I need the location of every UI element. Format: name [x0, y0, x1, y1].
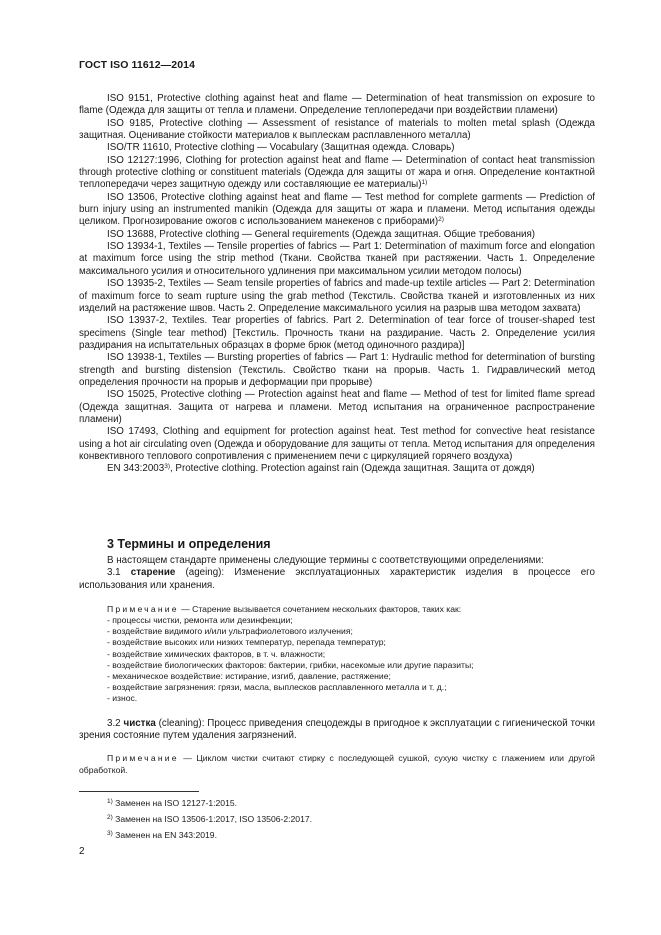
reference-item: ISO 12127:1996, Clothing for protection against heat and flame — Determination of contact heat transmission through protective clothing or constituent materials (Одежда для защиты от жара и огня. Определение контактной теплопередачи через защитную одежду или составляющие ее материалы)$^{1)}$ — [79, 154, 595, 191]
footnote: $^{1)}$ Заменен на ISO 12127-1:2015. — [107, 798, 238, 808]
term-cleaning-block — [79, 718, 595, 743]
note-heading: Примечание — Старение вызывается сочетанием нескольких факторов, таких как: — [107, 604, 462, 614]
list-item: - воздействие видимого и/или ультрафиолетового излучения; — [107, 626, 353, 637]
reference-item: ISO 13506, Protective clothing against heat and flame — Test method for complete garments — Prediction of burn injury using an instrumented manikin (Одежда для защиты от жара и пламени. Метод испытания одежды целиком. Прогнозирование ожогов с использованием манекенов с приборами)$^{2)}$ — [79, 191, 595, 228]
term-cleaning: 3.2 чистка (cleaning): Процесс приведения спецодежды в пригодное к эксплуатации с гигиенической точки зрения состояние путем удаления загрязнений. — [79, 718, 595, 742]
reference-item: ISO 13938-1, Textiles — Bursting properties of fabrics — Part 1: Hydraulic method for determination of bursting strength and bursting distension (Текстиль. Свойство ткани на прорыв. Часть 1. Гидравлический метод определения прочности на прорыв и деформации при прорыве) — [79, 352, 595, 388]
page-number: 2 — [79, 846, 85, 857]
footnotes — [107, 796, 312, 843]
normative-references-list — [79, 93, 595, 476]
note-text: Примечание — Циклом чистки считают стирку с последующей сушкой, сухую чистку с глажением или другой обработкой. — [79, 753, 595, 775]
list-item: - воздействие биологических факторов: бактерии, грибки, насекомые или другие паразиты; — [107, 659, 474, 670]
reference-item: ISO 9185, Protective clothing — Assessment of resistance of materials to molten metal splash (Одежда защитная. Оценивание стойкости материалов к выплескам расплавленного металла) — [79, 117, 595, 142]
section-intro: В настоящем стандарте применены следующие термины с соответствующими определениями: — [107, 555, 544, 566]
note-label: Примечание — [107, 604, 179, 614]
reference-item: ISO 13937-2, Textiles. Tear properties of fabrics. Part 2. Determination of tear force of trouser-shaped test specimens (Single tear method) [Текстиль. Прочность ткани на раздирание. Часть 2. Определение усилия раздирания на испытательных образцах в форме брюк (метод одиночного раздира)] — [79, 315, 595, 351]
reference-item: ISO/TR 11610, Protective clothing — Vocabulary (Защитная одежда. Словарь) — [107, 142, 455, 154]
list-item: - воздействие высоких или низких температур, перепада температур; — [107, 637, 386, 648]
list-item: - механическое воздействие: истирание, изгиб, давление, растяжение; — [107, 670, 391, 681]
document-header: ГОСТ ISO 11612—2014 — [79, 59, 196, 71]
list-item: - износ. — [107, 693, 138, 704]
footnote: $^{2)}$ Заменен на ISO 13506-1:2017, ISO 13506-2:2017. — [107, 813, 313, 824]
term-ageing: 3.1 старение (ageing): Изменение эксплуатационных характеристик изделия в процессе его использования или хранения. — [79, 567, 595, 591]
term-name: старение — [130, 567, 176, 579]
note-cleaning — [79, 753, 595, 776]
reference-item: ISO 13935-2, Textiles — Seam tensile properties of fabrics and made-up textile articles — Part 2: Determination of maximum force to seam rupture using the grab method (Текстиль. Свойства тканей и изготовленных из них изделий на растяжение швов. Часть 2. Определение максимального усилия на разрыв шва методом захвата) — [79, 278, 595, 314]
note-ageing — [107, 604, 595, 704]
list-item: - воздействие загрязнения: грязи, масла, выплесков расплавленного металла и т. д.; — [107, 682, 447, 693]
note-label: Примечание — [107, 753, 179, 763]
term-name: чистка — [123, 718, 156, 729]
footnote: $^{3)}$ Заменен на EN 343:2019. — [107, 829, 217, 840]
list-item: - процессы чистки, ремонта или дезинфекции; — [107, 615, 293, 626]
list-item: - воздействие химических факторов, в т. ч. влажности; — [107, 648, 326, 659]
footnote-mark: 2) — [438, 216, 444, 224]
section-title: 3 Термины и определения — [107, 537, 271, 551]
reference-item: ISO 17493, Clothing and equipment for protection against heat. Test method for convective heat resistance using a hot air circulating oven (Одежда и оборудование для защиты от тепла. Метод испытания для определения конвективного теплового сопротивления с применением печи с циркуляцией горячего воздуха) — [79, 426, 595, 462]
reference-item: ISO 15025, Protective clothing — Protection against heat and flame — Method of test for limited flame spread (Одежда защитная. Защита от нагрева и пламени. Метод испытания на ограниченное распространение пламени) — [79, 389, 595, 425]
reference-item: ISO 13688, Protective clothing — General requirements (Одежда защитная. Общие требования) — [107, 228, 536, 240]
reference-item: ISO 9151, Protective clothing against heat and flame — Determination of heat transmission on exposure to flame (Одежда для защиты от тепла и пламени. Определение теплопередачи при воздействии пламени) — [79, 93, 595, 117]
footnote-divider — [79, 791, 199, 792]
section-intro-block — [79, 555, 595, 592]
reference-item: ISO 13934-1, Textiles — Tensile properties of fabrics — Part 1: Determination of maximum force and elongation at maximum force using the strip method (Ткани. Свойства тканей при растяжении. Часть 1. Определение максимального усилия и относительного удлинения при максимальном усилии методом полосы) — [79, 241, 595, 277]
footnote-mark: 1) — [421, 179, 428, 187]
footnote-mark: 3) — [164, 463, 170, 471]
reference-item: EN 343:2003$^{3)}$, Protective clothing. Protection against rain (Одежда защитная. Защита от дождя) — [107, 463, 535, 475]
